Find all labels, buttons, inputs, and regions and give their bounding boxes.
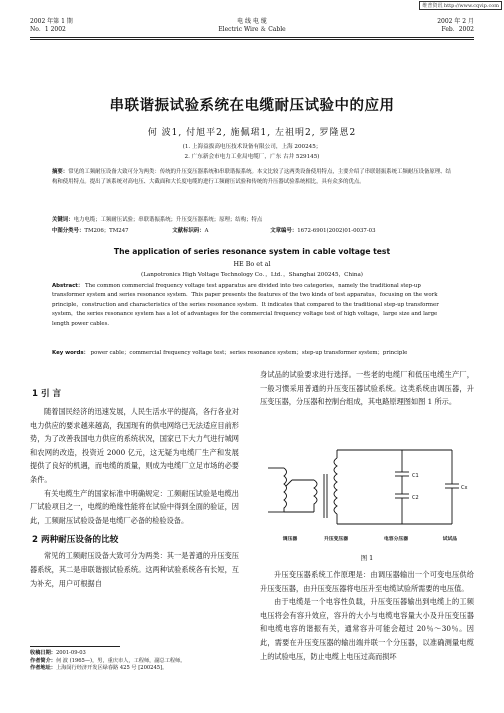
- date-zh: 2002 年 2 月: [437, 18, 474, 25]
- header-rule-2: [30, 39, 474, 40]
- journal-zh: 电 线 电 缆: [237, 18, 267, 25]
- section-1-heading: 1 引 言: [32, 389, 62, 399]
- zh-abstract-label: 摘要：: [52, 169, 69, 175]
- doc-code-label: 文献标识码：: [172, 228, 205, 234]
- section-1-para-1: 随着国民经济的迅速发展，人民生活水平的提高，各行各业对电力供应的要求越来越高，我国现有的供电网络已无法适应目前形势，为了改善我国电力供应的系统状况，国家已下大力气进行城网和农网的改造，投资近 2000 亿元，这无疑为电缆厂生产和发展提供了良好的机遇，而电缆的质量，则成为电缆厂立足市场的必要条件。: [30, 407, 239, 484]
- zh-classification: [52, 227, 452, 237]
- affiliation-1: (1. 上海益拔高电压技术设备有限公司，上海 200245；: [182, 144, 322, 150]
- c2-label: C2: [412, 495, 419, 501]
- left-column: [30, 371, 239, 590]
- received-label: 收稿日期：: [30, 650, 56, 656]
- section-2-heading: 2 两种耐压设备的比较: [32, 535, 119, 546]
- date-en: Feb．2002: [441, 26, 474, 33]
- header-center: [152, 18, 352, 34]
- c1-label: C1: [412, 473, 419, 479]
- en-keywords: [52, 349, 452, 358]
- zh-keywords: [52, 216, 452, 226]
- header-right: [374, 18, 474, 34]
- figure-1-circuit: [262, 428, 472, 548]
- en-abstract: [52, 282, 452, 329]
- issue-en: No．1 2002: [30, 26, 66, 33]
- en-affiliation: (Lanpotronics High Voltage Technology Co．，Ltd．，Shanghai 200245，China): [141, 272, 363, 278]
- header-rule: [30, 37, 474, 38]
- article-no-label: 文章编号：: [270, 228, 298, 234]
- en-title: The application of series resonance system in cable voltage test: [113, 247, 391, 256]
- zh-keywords-label: 关键词：: [52, 217, 74, 223]
- en-keywords-text: power cable；commercial frequency voltage test；series resonance system；step-up transformer system；principle: [90, 350, 408, 356]
- doc-code-value: A: [204, 228, 209, 234]
- watermark: 维普资讯 http://www.cqvip.com: [419, 1, 502, 10]
- author-address: 上海闵行经济开发区绿春路 425 号 [200245]。: [55, 665, 168, 672]
- clc-value: TM206；TM247: [84, 228, 129, 234]
- en-keywords-label: Key words：: [52, 350, 89, 356]
- fig-label-test-object: 试试品: [442, 537, 458, 542]
- en-author: HE Bo et al: [233, 260, 271, 268]
- right-para-1: 升压变压器系统工作原理是：由调压器输出一个可变电压供给升压变压器，由升压变压器将电压升至电缆试验所需要的电压值。: [260, 570, 474, 593]
- article-no-value: 1672-6901(2002)01-0037-03: [297, 228, 376, 234]
- author-address-label: 作者地址：: [30, 665, 56, 672]
- regulator-coil: [284, 468, 287, 512]
- en-abstract-label: Abstract：: [52, 283, 84, 289]
- received-date: 2001-09-03: [55, 650, 86, 656]
- right-column-bottom: [260, 568, 474, 663]
- en-abstract-text: The common commercial frequency voltage test apparatus are divided into two categories，namely the traditional step-up transformer system and series resonance system．This paper presents the features of the two kinds of test apparatus，focusing on the work principle，construction and characteristics of the series resonance system．It indicates that compared to the traditional step-up transformer system，the series resonance system has a lot of advantages for the commercial frequency voltage test of high voltage，large size and large length power cables．: [52, 283, 439, 327]
- section-2-para-1: 常见的工频耐压设备大致可分为两类：其一是普通的升压变压器系统，其二是串联谐振试验系统。这两种试验系统各有长短，互为补充，用户可根据自: [30, 551, 239, 588]
- transformer-primary: [314, 480, 317, 512]
- regulator-wiper: [286, 480, 292, 486]
- fig-label-divider: 电容分压器: [384, 537, 408, 542]
- author-bio: 何 波 (1965—)，男，重庆市人，工程师，副总工程师。: [55, 657, 186, 664]
- footnote: [30, 650, 239, 673]
- zh-keywords-text: 电力电缆；工频耐压试验；串联谐振系统；升压变压器系统；原理；结构；特点: [73, 217, 263, 223]
- section-1-para-2: 有关电缆生产的国家标准中明确规定：工频耐压试验是电缆出厂试验项目之一，电缆的绝缘性能将在试验中得到全面的验证，因此，工频耐压试验设备是电缆厂必备的检验设备。: [30, 488, 239, 525]
- affiliation-2: 2. 广东新会市电力工业局电缆厂，广东 古井 529145): [184, 154, 320, 160]
- figure-1-caption: 图 1: [360, 554, 374, 562]
- zh-abstract: [52, 168, 452, 187]
- header-left: [30, 18, 73, 34]
- cx-label: Cx: [461, 485, 468, 491]
- transformer-secondary: [334, 458, 337, 514]
- footnote-rule: [30, 646, 120, 647]
- issue-zh: 2002 年第 1 期: [30, 18, 73, 25]
- page-title: 串联谐振试验系统在电缆耐压试验中的应用: [109, 98, 395, 114]
- right-para-2: 由于电缆是一个电容性负载，升压变压器输出到电缆上的工频电压将会有容升效应，容升的大小与电缆电容量大小及升压变压器和电缆电容的谐振有关，通常容升可能会超过 20％～30％。因此，需要在升压变压器的输出端并联一个分压器，以准确测量电缆上的试验电压，防止电缆上电压过高而损坏: [260, 597, 474, 661]
- authors: 何 波1, 付旭平2, 施佩珺1, 左祖明2, 罗隆恩2: [147, 128, 357, 138]
- author-bio-label: 作者简介：: [30, 657, 56, 664]
- right-column-top: 身试品的试验要求进行选择。一些老的电缆厂和低压电缆生产厂，一般习惯采用普通的升压变压器试验系统。这类系统由调压器，升压变压器，分压器和控制台组成，其电路原理图如图 1 所示。: [260, 370, 474, 407]
- zh-abstract-text: 常见的工频耐压设备大致可分为两类：传统的升压变压器系统和串联谐振系统。本文比较了这两类设备使用特点，主要介绍了串联谐振系统工频耐压设备原理、结构和使用特点。提出了该系统对高电压、大截面和大长度电缆的进行工频耐压试验和传统的升压器试验系统相比，具有众多的优点。: [52, 169, 451, 185]
- journal-en: Electric Wire ＆ Cable: [218, 26, 286, 33]
- fig-label-transformer: 升压变压器: [324, 537, 348, 542]
- clc-label: 中图分类号：: [52, 228, 85, 234]
- fig-label-regulator: 调压器: [282, 537, 298, 542]
